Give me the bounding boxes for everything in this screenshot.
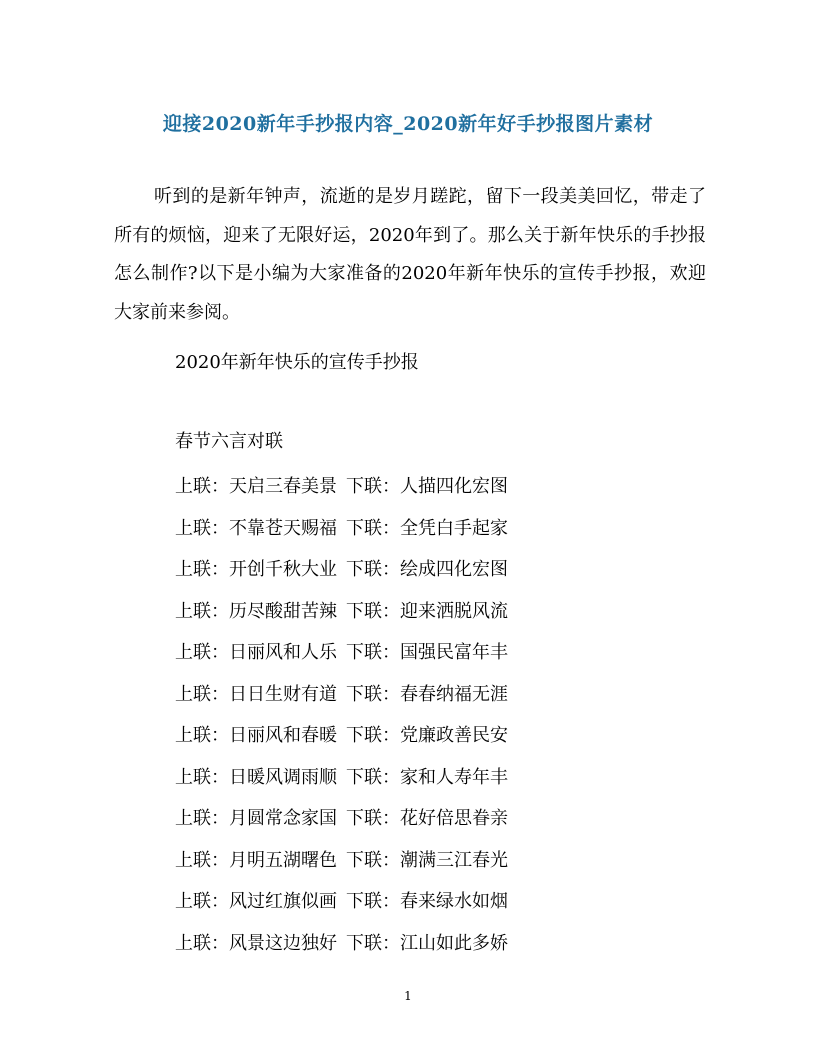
couplet-upper: 上联：开创千秋大业 [175,559,337,580]
couplet-lower: 下联：全凭白手起家 [346,517,508,539]
couplet-row [175,798,508,840]
couplet-row [175,549,508,591]
couplet-list [175,466,508,964]
couplet-row [175,923,508,965]
couplet-upper: 上联：历尽酸甜苦辣 [175,600,337,622]
couplet-upper: 上联：月圆常念家国 [175,808,337,829]
couplet-row [175,715,508,757]
couplet-row [175,508,508,550]
couplet-upper: 上联：日丽风和春暖 [175,725,337,746]
couplet-lower: 下联：党廉政善民安 [346,725,508,746]
couplet-upper: 上联：天启三春美景 [175,476,337,497]
couplet-row [175,840,508,882]
page-number: 1 [404,989,412,1003]
couplet-row [175,674,508,716]
couplet-upper: 上联：风景这边独好 [175,932,337,954]
couplet-lower: 下联：春来绿水如烟 [346,891,508,912]
couplet-row [175,757,508,799]
couplet-lower: 下联：花好倍思眷亲 [346,808,508,829]
couplet-lower: 下联：国强民富年丰 [346,642,508,663]
couplet-lower: 下联：家和人寿年丰 [346,766,508,788]
couplet-lower: 下联：迎来洒脱风流 [346,600,508,622]
couplet-lower: 下联：春春纳福无涯 [346,683,508,705]
couplet-lower: 下联：江山如此多娇 [346,932,508,954]
couplet-lower: 下联：绘成四化宏图 [346,559,508,580]
document-title: 迎接2020新年手抄报内容_2020新年好手抄报图片素材 [162,113,654,135]
couplet-lower: 下联：人描四化宏图 [346,476,508,497]
subheading: 2020年新年快乐的宣传手抄报 [175,352,419,373]
couplet-upper: 上联：风过红旗似画 [175,891,337,912]
intro-paragraph: 听到的是新年钟声，流逝的是岁月蹉跎，留下一段美美回忆，带走了所有的烦恼，迎来了无限好运，2020年到了。那么关于新年快乐的手抄报怎么制作?以下是小编为大家准备的2020年新年快乐的宣传手抄报，欢迎大家前来参阅。 [114,186,706,323]
couplet-upper: 上联：月明五湖曙色 [175,849,337,871]
couplet-row [175,466,508,508]
section-title: 春节六言对联 [175,431,283,452]
couplet-row [175,591,508,633]
couplet-upper: 上联：日丽风和人乐 [175,642,337,663]
couplet-upper: 上联：日暖风调雨顺 [175,766,337,788]
couplet-row [175,632,508,674]
couplet-upper: 上联：不靠苍天赐福 [175,517,337,539]
couplet-upper: 上联：日日生财有道 [175,683,337,705]
couplet-lower: 下联：潮满三江春光 [346,849,508,871]
couplet-row [175,881,508,923]
